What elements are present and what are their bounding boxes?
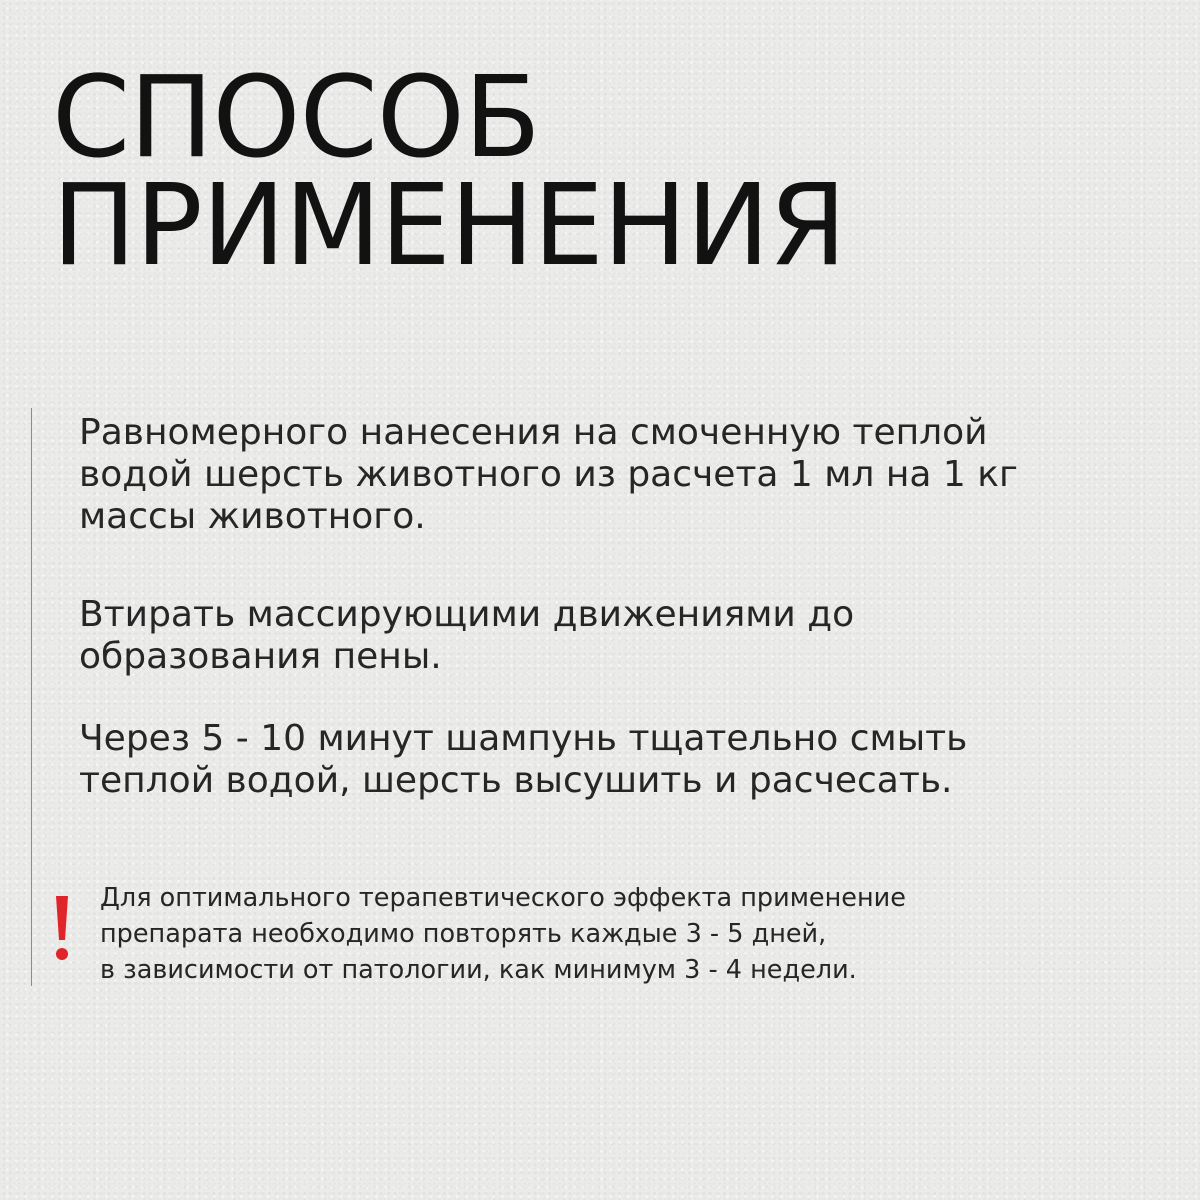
paragraph-line: Равномерного нанесения на смоченную теплой [79,412,988,453]
page-title [52,53,846,291]
exclamation-icon [52,894,72,964]
paragraph-line: Через 5 - 10 минут шампунь тщательно смыть [79,718,968,759]
paragraph-line: образования пены. [79,636,442,677]
note-line: препарата необходимо повторять каждые 3 - 5 дней, [100,919,827,949]
note-line: в зависимости от патологии, как минимум 3 - 4 недели. [100,955,857,985]
warning-note [100,880,906,988]
title-line-2: ПРИМЕНЕНИЯ [52,161,846,291]
vertical-divider [31,408,32,986]
paragraph-line: массы животного. [79,496,426,537]
paragraph-line: теплой водой, шерсть высушить и расчесать. [79,760,953,801]
paragraph-line: водой шерсть животного из расчета 1 мл на 1 кг [79,454,1018,495]
paragraph-massage [79,594,1159,678]
paragraph-rinse [79,718,1159,802]
note-line: Для оптимального терапевтического эффекта применение [100,883,906,913]
title-line-1: СПОСОБ [52,53,540,183]
paragraph-line: Втирать массирующими движениями до [79,594,855,635]
paragraph-application [79,412,1159,538]
